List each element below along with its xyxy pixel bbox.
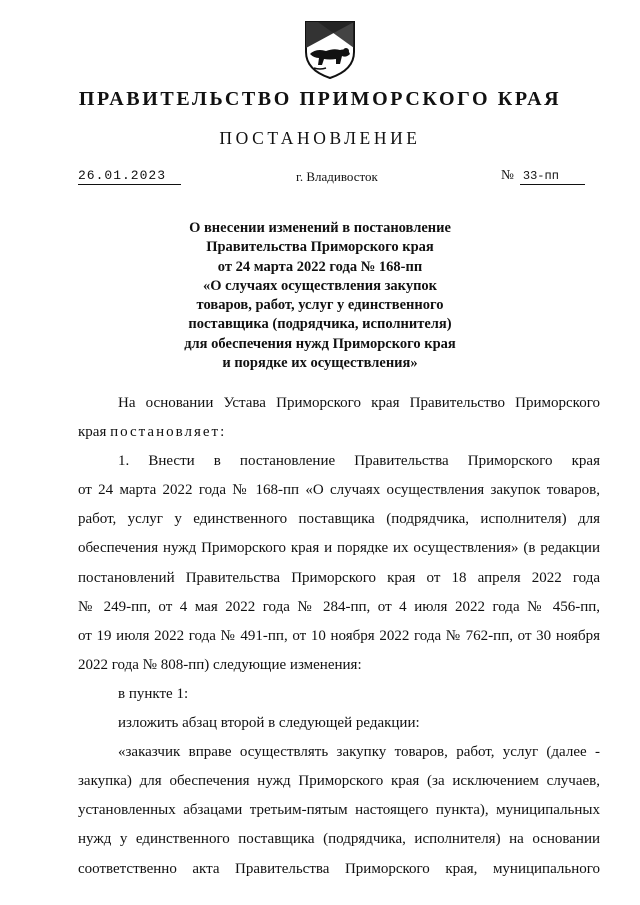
body-line: изложить абзац второй в следующей редакции: [118, 715, 420, 732]
title-line: О внесении изменений в постановление [189, 220, 451, 236]
paragraph-amendment [78, 709, 600, 738]
document-number: 33-пп [520, 168, 585, 185]
document-date: 26.01.2023 [78, 168, 181, 185]
paragraph-quote [78, 738, 600, 883]
document-body [78, 389, 600, 884]
body-line: нужд у единственного поставщика (подрядчика, исполнителя) на основании [78, 831, 600, 848]
body-line: от 24 марта 2022 года № 168-пп «О случаях осуществления закупок товаров, [78, 482, 600, 499]
number-label: № [501, 167, 514, 182]
document-number-block [501, 167, 585, 185]
title-line: поставщика (подрядчика, исполнителя) [188, 316, 452, 333]
document-title [150, 219, 490, 373]
paragraph-basis [78, 389, 600, 447]
coat-of-arms-emblem [300, 18, 360, 80]
title-line: товаров, работ, услуг у единственного [196, 297, 444, 314]
body-line: На основании Устава Приморского края Правительство Приморского [118, 395, 600, 411]
paragraph-point-1 [78, 680, 600, 709]
body-line: в пункте 1: [118, 685, 189, 702]
body-line: 1. Внести в постановление Правительства Приморского края [118, 453, 600, 470]
document-city: г. Владивосток [296, 169, 378, 184]
body-line: постановлений Правительства Приморского края от 18 апреля 2022 года [78, 569, 600, 586]
body-line: работ, услуг у единственного поставщика (подрядчика, исполнителя) для [78, 511, 600, 528]
body-line: установленных абзацами третьим-пятым настоящего пункта), муниципальных [78, 802, 600, 819]
title-line: «О случаях осуществления закупок [202, 277, 438, 294]
body-line: «заказчик вправе осуществлять закупку товаров, работ, услуг (далее - [118, 744, 600, 761]
body-line: обеспечения нужд Приморского края и порядке их осуществления» (в редакции [78, 540, 600, 557]
title-line: Правительства Приморского края [206, 239, 434, 256]
title-line: от 24 марта 2022 года № 168-пп [217, 258, 423, 275]
resolves-word: постановляет: [110, 424, 227, 441]
organization-name: ПРАВИТЕЛЬСТВО ПРИМОРСКОГО КРАЯ [78, 88, 562, 110]
paragraph-item-1 [78, 447, 600, 680]
body-line: от 19 июля 2022 года № 491-пп, от 10 ноября 2022 года № 762-пп, от 30 ноября [78, 627, 600, 644]
title-line: для обеспечения нужд Приморского края [184, 335, 456, 352]
body-line: соответственно акта Правительства Приморского края, муниципального [78, 860, 600, 877]
document-type: ПОСТАНОВЛЕНИЕ [219, 128, 421, 148]
body-line [78, 418, 600, 447]
body-line: 2022 года № 808-пп) следующие изменения: [78, 656, 362, 673]
body-text: края [78, 424, 107, 441]
title-line: и порядке их осуществления» [222, 355, 418, 372]
body-line: № 249-пп, от 4 мая 2022 года № 284-пп, от 4 июля 2022 года № 456-пп, [78, 598, 600, 615]
body-line: закупка) для обеспечения нужд Приморского края (за исключением случаев, [78, 773, 600, 790]
